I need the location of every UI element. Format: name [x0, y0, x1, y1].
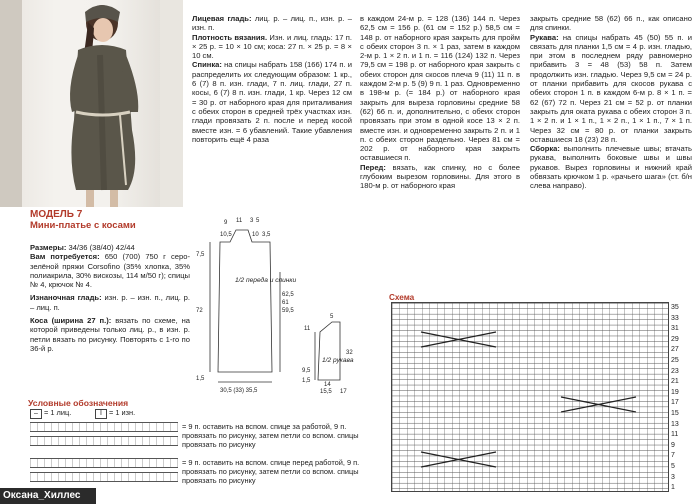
intro-purl-stitch: Изнаночная гладь: изн. р. – изн. п., лиц. р. – лиц. п. [30, 293, 190, 312]
svg-text:72: 72 [196, 308, 203, 314]
svg-text:9,5: 9,5 [302, 368, 311, 374]
schema-row-label: 19 [671, 388, 679, 396]
schema-row-label: 21 [671, 378, 679, 386]
svg-text:5: 5 [256, 218, 260, 224]
legend-cable-back-text: = 9 п. оставить на вспом. спице за работой, 9 п. провязать по рисунку, затем петли со вспом. спицы провязать по рисунку [182, 422, 359, 449]
intro-column [30, 243, 190, 353]
legend-knit-symbol: – [30, 409, 42, 419]
assembly-text: Сборка: выполнить плечевые швы; втачать рукава, выполнить боковые швы и швы рукавов. Вырез горловины и нижний край обвязать крючком 1 р. «рачьего шага» (ст. б/н слева направо). [530, 144, 692, 191]
svg-text:11: 11 [304, 326, 311, 332]
svg-text:59,5: 59,5 [282, 308, 294, 314]
schema-row-label: 3 [671, 473, 675, 481]
model-number: МОДЕЛЬ 7 [30, 209, 83, 220]
svg-text:11: 11 [236, 218, 243, 224]
schema-row-label: 11 [671, 431, 679, 439]
schema-row-label: 29 [671, 335, 679, 343]
back-continued-text: в каждом 24-м р. = 128 (136) 144 п. Через 62,5 см = 156 р. (61 см = 152 р.) 58,5 см = 148 р. от наборного края закрыть для пройм с обеих сторон 3 п. × 1 раз, затем в каждом 2-м р. 1 × 2 п. и 1 п. = 116 (124) 132 п. Через 79,5 см = 198 р. от наборного края закрыть с обеих сторон для скосов плеча 9 (11) 11 п. в каждом 2-м р. 5 (9) 9 п. 1 раз. Одновременно в 198-м р. (= 184 р.) от наборного края закрыть для выреза горловины средние 58 (62) 66 п. и, дополнительно, с обеих сторон провязать при этом в одной косе 13 × 2 п. вместе изн. и одновременно закрыть 2 п. и 1 п. с обеих сторон раздельно. Через 81 см = 202 р. от наборного края закрыть оставшиеся п. [360, 14, 520, 163]
svg-text:3,5: 3,5 [262, 232, 271, 238]
schema-row-label: 9 [671, 441, 675, 449]
legend-title: Условные обозначения [28, 398, 129, 408]
schema-row-label: 23 [671, 367, 679, 375]
svg-text:62,5: 62,5 [282, 292, 294, 298]
sleeve-label: 1/2 рукава [322, 357, 354, 364]
svg-text:10,5: 10,5 [220, 232, 232, 238]
legend-cable-front-text: = 9 п. оставить на вспом. спице перед работой, 9 п. провязать по рисунку, затем петли со вспом. спицы провязать по рисунку [182, 458, 360, 485]
instructions-column-4 [530, 14, 692, 191]
svg-text:32: 32 [346, 350, 353, 356]
schema-row-label: 27 [671, 346, 679, 354]
svg-text:1,5: 1,5 [196, 376, 205, 382]
watermark: Оксана_Хиллес [0, 488, 96, 504]
legend-cable-front-symbol [30, 458, 178, 468]
intro-materials: Вам потребуется: 650 (700) 750 г серо-зелёной пряжи Corsofino (35% хлопка, 35% полиакрила, 30% вискозы, 114 м/50 г); спицы № 4, крючок № 4. [30, 252, 190, 290]
svg-text:7,5: 7,5 [196, 252, 205, 258]
instructions-column-2 [192, 14, 352, 144]
model-photo [0, 0, 183, 207]
legend-knit-text: = 1 лиц. [44, 408, 72, 417]
svg-text:61: 61 [282, 300, 289, 306]
model-name: Мини-платье с косами [30, 220, 136, 231]
svg-text:30,5 (33) 35,5: 30,5 (33) 35,5 [220, 388, 258, 394]
schema-row-label: 35 [671, 304, 679, 311]
legend-cable-back-symbol-2 [30, 436, 178, 446]
schema-row-label: 25 [671, 357, 679, 364]
intro-cable: Коса (ширина 27 п.): вязать по схеме, на которой приведены только лиц. р., в изн. р. петли вязать по рисунку. Повторять с 1-го по 36-й р. [30, 316, 191, 353]
front-continued-text: закрыть средние 58 (62) 66 п., как описано для спинки. [530, 14, 692, 33]
schema-row-label: 5 [671, 463, 675, 470]
svg-text:1,5: 1,5 [302, 378, 311, 384]
schema-row-label: 7 [671, 452, 675, 460]
schema-row-label: 15 [671, 410, 679, 417]
schema-title: Схема [389, 293, 415, 302]
svg-text:9: 9 [224, 220, 228, 226]
legend-cable-front-symbol-2 [30, 472, 178, 482]
stockinette-text: Лицевая гладь: лиц. р. – лиц. п., изн. р. – изн. п. [192, 14, 352, 33]
sleeves-text: Рукава: на спицы набрать 45 (50) 55 п. и связать для планки 1,5 см = 4 р. изн. гладью, при этом в последнем ряду равномерно прибавить 3 = 48 (53) 58 п. Затем продолжить изн. гладью. Через 9,5 см = 24 р. от планки прибавить для скосов рукава с обеих сторон 1 п. в каждом 6-м р. 8 × 1 п. = 62 (67) 72 п. Через 21 см = 52 р. от планки закрыть для оката рукава с обеих сторон 3 п. 1 × 2 п. и 1 × 1 п., 1 × 2 п., 1 × 1 п., 7 × 1 п. Через 32 см = 80 р. от планки закрыть оставшиеся 18 (23) 28 п. [530, 32, 692, 144]
instructions-column-3 [360, 14, 520, 191]
intro-sizes: Размеры: 34/36 (38/40) 42/44 [30, 243, 135, 252]
schema-row-label: 31 [671, 325, 679, 333]
svg-text:10: 10 [252, 232, 259, 238]
back-text: Спинка: на спицы набрать 158 (166) 174 п. и распределить их следующим образом: 1 кр., 6 (7) 8 п. изн. глади, 7 п. лиц. глади, 27 п. косы, 6 (7) 8 п. изн. глади, 1 кр. Через 12 см = 30 р. от наборного края для приталивания с обеих сторон в средней трёх участках изн. глади провязать 2 п. после и перед косой вместе изн. = 6 убавлений. Такие убавления повторить ещё 4 раза [192, 60, 352, 144]
dress-photo-illustration [0, 0, 183, 207]
legend-purl-symbol: I [95, 409, 107, 419]
front-back-label: 1/2 переда и спинки [235, 277, 297, 284]
legend-cable-back-symbol [30, 422, 178, 432]
gauge-text: Плотность вязания. Изн. и лиц. гладь: 17 п. × 25 р. = 10 × 10 см; коса: 27 п. × 25 р. = 8 × 10 см. [192, 32, 352, 61]
front-text: Перед: вязать, как спинку, но с более глубоким вырезом горловины. Для этого в 180-м р. от наборного края [360, 162, 520, 191]
cable-crossings [391, 302, 669, 492]
svg-text:17: 17 [340, 389, 347, 395]
legend-purl-text: = 1 изн. [109, 408, 136, 417]
schema-row-label: 17 [671, 399, 679, 407]
svg-text:3: 3 [250, 218, 254, 224]
svg-text:15,5: 15,5 [320, 389, 332, 395]
schema-row-label: 33 [671, 314, 679, 322]
pattern-diagram [190, 212, 360, 397]
svg-text:5: 5 [330, 314, 334, 320]
schema-row-label: 13 [671, 420, 679, 428]
svg-text:14: 14 [324, 382, 331, 388]
schema-row-label: 1 [671, 484, 675, 492]
